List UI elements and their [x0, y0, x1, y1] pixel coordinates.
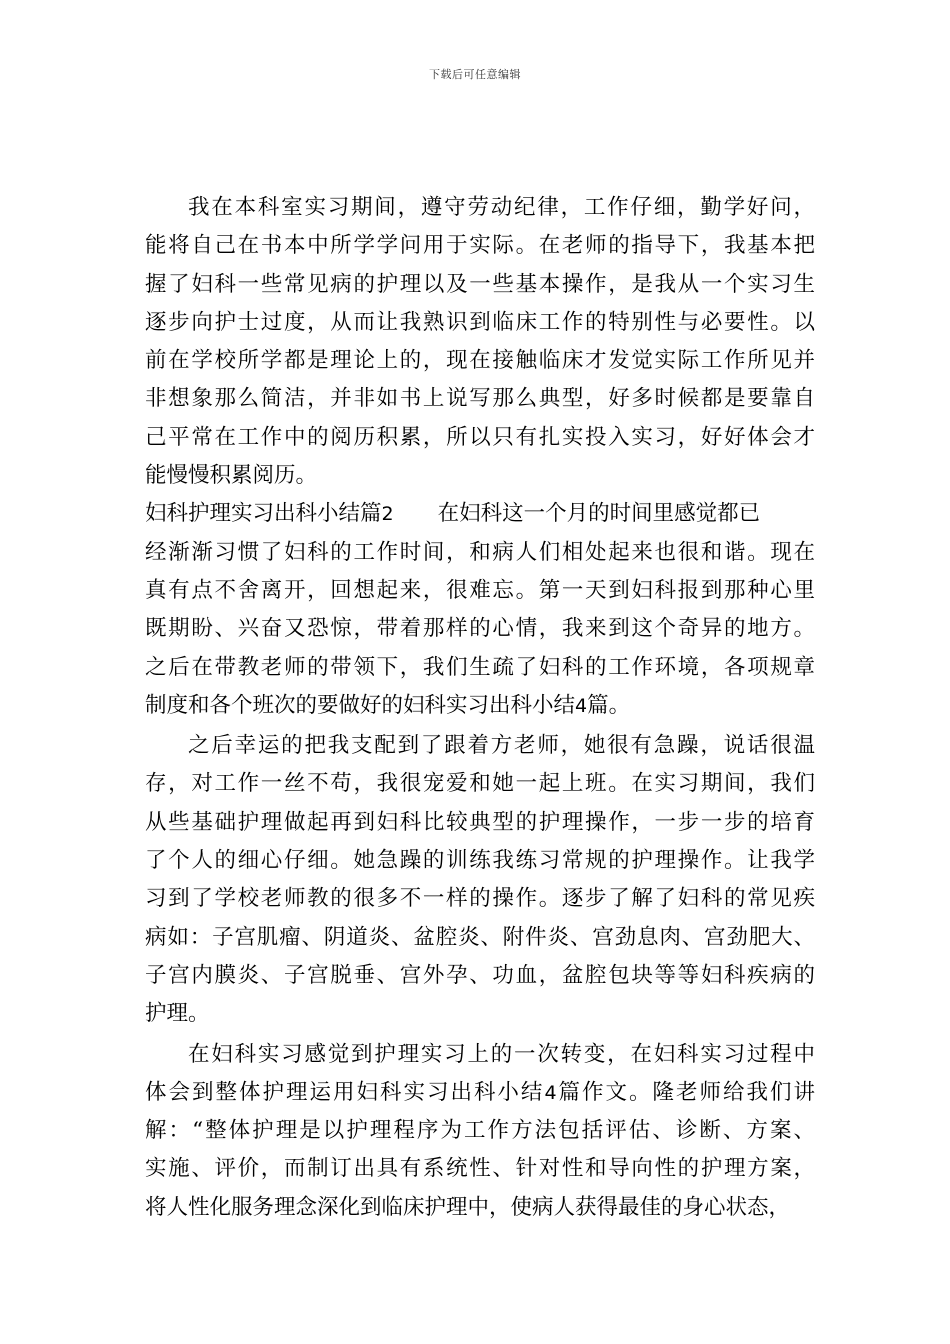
paragraph-1	[145, 189, 815, 495]
text-line: 子宫内膜炎、子宫脱垂、宫外孕、功血，盆腔包块等等妇科疾病的	[145, 962, 815, 988]
text-line: 己平常在工作中的阅历积累，所以只有扎实投入实习，好好体会才	[145, 424, 815, 450]
text-line: 将人性化服务理念深化到临床护理中，使病人获得最佳的身心状态，	[145, 1194, 791, 1220]
text-number: 4	[575, 694, 588, 717]
text-line: 在妇科这一个月的时间里感觉都已	[437, 501, 761, 527]
text-segment: 制度和各个班次的要做好的妇科实习出科小结	[145, 692, 576, 718]
text-segment: 篇作文。隆老师给我们讲	[556, 1079, 815, 1105]
text-line: 在妇科实习感觉到护理实习上的一次转变，在妇科实习过程中	[188, 1041, 815, 1067]
text-line	[145, 1074, 815, 1112]
text-line: 真有点不舍离开，回想起来，很难忘。第一天到妇科报到那种心里	[145, 577, 815, 603]
text-line: 实施、评价，而制订出具有系统性、针对性和导向性的护理方案，	[145, 1156, 815, 1182]
text-line: 我在本科室实习期间，遵守劳动纪律，工作仔细，勤学好问，	[188, 195, 815, 220]
text-line: 握了妇科一些常见病的护理以及一些基本操作，是我从一个实习生	[145, 271, 815, 297]
document-body	[145, 189, 815, 1227]
text-line: 逐步向护士过度，从而让我熟识到临床工作的特别性与必要性。以	[145, 309, 815, 335]
text-line: 前在学校所学都是理论上的，现在接触临床才发觉实际工作所见并	[145, 348, 815, 374]
text-segment: 篇。	[587, 692, 631, 718]
page-header: 下载后可任意编辑	[429, 68, 521, 81]
text-line: 了个人的细心仔细。她急躁的训练我练习常规的护理操作。让我学	[145, 848, 815, 874]
text-line: 既期盼、兴奋又恐惊，带着那样的心情，我来到这个奇异的地方。	[145, 616, 815, 642]
text-segment: 体会到整体护理运用妇科实习出科小结	[145, 1079, 545, 1105]
section-number: 2	[381, 503, 394, 526]
text-line: 习到了学校老师教的很多不一样的操作。逐步了解了妇科的常见疾	[145, 886, 815, 912]
text-line: 病如：子宫肌瘤、阴道炎、盆腔炎、附件炎、宫劲息肉、宫劲肥大、	[145, 924, 815, 950]
text-line: 存，对工作一丝不苟，我很宠爱和她一起上班。在实习期间，我们	[145, 771, 815, 797]
text-line: 解：“整体护理是以护理程序为工作方法包括评估、诊断、方案、	[145, 1118, 815, 1144]
text-line: 从些基础护理做起再到妇科比较典型的护理操作，一步一步的培育	[145, 809, 815, 835]
text-line: 能慢慢积累阅历。	[145, 463, 318, 489]
text-line: 能将自己在书本中所学学问用于实际。在老师的指导下，我基本把	[145, 233, 815, 259]
paragraph-4	[145, 1036, 815, 1227]
text-line: 护理。	[145, 1001, 210, 1027]
text-number: 4	[544, 1081, 557, 1104]
section-heading-line	[145, 495, 815, 533]
text-line	[145, 687, 815, 725]
text-line: 非想象那么简洁，并非如书上说写那么典型，好多时候都是要靠自	[145, 386, 815, 412]
section-title: 妇科护理实习出科小结篇	[145, 501, 382, 527]
text-line: 之后幸运的把我支配到了跟着方老师，她很有急躁，说话很温	[188, 733, 815, 759]
paragraph-3	[145, 727, 815, 1033]
text-line: 之后在带教老师的带领下，我们生疏了妇科的工作环境，各项规章	[145, 654, 815, 680]
text-line: 经渐渐习惯了妇科的工作时间，和病人们相处起来也很和谐。现在	[145, 539, 815, 565]
paragraph-2	[145, 495, 815, 725]
